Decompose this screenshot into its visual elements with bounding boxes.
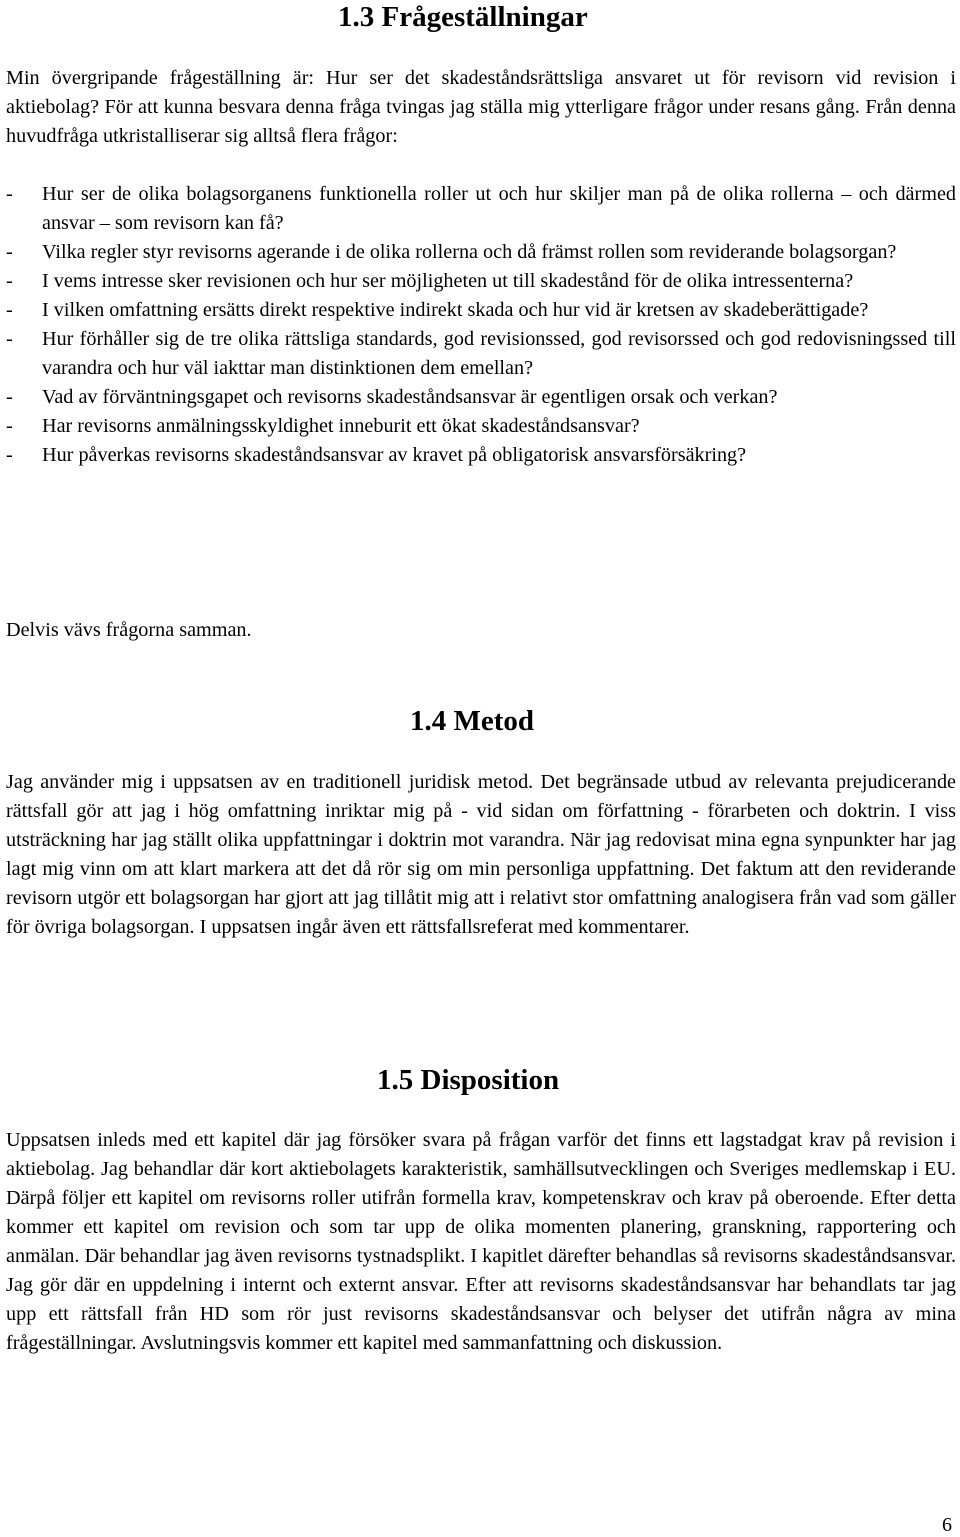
list-item-text: I vems intresse sker revisionen och hur ser möjligheten ut till skadestånd för de olika intressenterna? bbox=[42, 270, 854, 292]
page-number: 6 bbox=[942, 1514, 952, 1536]
list-item bbox=[6, 180, 956, 238]
list-item-text: Vilka regler styr revisorns agerande i de olika rollerna och då främst rollen som reviderande bolagsorgan? bbox=[42, 241, 897, 263]
bullet-dash: - bbox=[6, 444, 13, 466]
intro-paragraph: Min övergripande frågeställning är: Hur ser det skadeståndsrättsliga ansvaret ut för revisorn vid revision i aktiebolag? För att kunna besvara denna fråga tvingas jag ställa mig ytterligare frågor under resans gång. Från denna huvudfråga utkristalliserar sig alltså flera frågor: bbox=[6, 67, 956, 147]
bullet-dash: - bbox=[6, 415, 13, 437]
list-item-text: Hur förhåller sig de tre olika rättsliga standards, god revisionssed, god revisorssed och god redovisningssed till varandra och hur väl iakttar man distinktionen dem emellan? bbox=[42, 328, 956, 379]
bullet-dash: - bbox=[6, 270, 13, 292]
section-heading-disposition: 1.5 Disposition bbox=[377, 1064, 560, 1096]
list-item-text: I vilken omfattning ersätts direkt respektive indirekt skada och hur vid är kretsen av skadeberättigade? bbox=[42, 299, 869, 321]
list-item bbox=[6, 325, 956, 383]
disposition-paragraph: Uppsatsen inleds med ett kapitel där jag försöker svara på frågan varför det finns ett lagstadgat krav på revision i aktiebolag. Jag behandlar där kort aktiebolagets karakteristik, samhällsutvecklingen och Sveriges medlemskap i EU. Därpå följer ett kapitel om revisorns roller utifrån formella krav, kompetenskrav och krav på oberoende. Efter detta kommer ett kapitel om revision och som tar upp de olika momenten planering, granskning, rapportering och anmälan. Där behandlar jag även revisorns tystnadsplikt. I kapitlet därefter behandlas så revisorns skadeståndsansvar. Jag gör där en uppdelning i internt och externt ansvar. Efter att revisorns skadeståndsansvar har behandlats tar jag upp ett rättsfall från HD som rör just revisorns skadeståndsansvar och belyser det utifrån några av mina frågeställningar. Avslutningsvis kommer ett kapitel med sammanfattning och diskussion. bbox=[6, 1129, 956, 1354]
list-item bbox=[6, 412, 956, 441]
list-item-text: Har revisorns anmälningsskyldighet inneburit ett ökat skadeståndsansvar? bbox=[42, 415, 640, 437]
bullet-dash: - bbox=[6, 299, 13, 321]
list-item-text: Hur ser de olika bolagsorganens funktionella roller ut och hur skiljer man på de olika rollerna – och därmed ansvar – som revisorn kan få? bbox=[42, 183, 956, 234]
list-item bbox=[6, 267, 956, 296]
bullet-dash: - bbox=[6, 183, 13, 205]
closing-paragraph: Delvis vävs frågorna samman. bbox=[6, 619, 252, 641]
section-heading-fragestallningar: 1.3 Frågeställningar bbox=[338, 1, 588, 33]
bullet-dash: - bbox=[6, 241, 13, 263]
list-item bbox=[6, 383, 956, 412]
list-item-text: Vad av förväntningsgapet och revisorns skadeståndsansvar är egentligen orsak och verkan? bbox=[42, 386, 778, 408]
list-item bbox=[6, 441, 956, 470]
bullet-dash: - bbox=[6, 328, 13, 350]
list-item-text: Hur påverkas revisorns skadeståndsansvar av kravet på obligatorisk ansvarsförsäkring? bbox=[42, 444, 747, 466]
question-list bbox=[6, 180, 956, 470]
list-item bbox=[6, 296, 956, 325]
method-paragraph: Jag använder mig i uppsatsen av en traditionell juridisk metod. Det begränsade utbud av relevanta prejudicerande rättsfall gör att jag i hög omfattning inriktar mig på - vid sidan om författning - förarbeten och doktrin. I viss utsträckning har jag ställt olika uppfattningar i doktrin mot varandra. När jag redovisat mina egna synpunkter har jag lagt mig vinn om att klart markera att det då rör sig om min personliga uppfattning. Det faktum att den reviderande revisorn utgör ett bolagsorgan har gjort att jag tillåtit mig att i relativt stor omfattning analogisera från vad som gäller för övriga bolagsorgan. I uppsatsen ingår även ett rättsfallsreferat med kommentarer. bbox=[6, 771, 956, 938]
section-heading-metod: 1.4 Metod bbox=[410, 705, 535, 737]
list-item bbox=[6, 238, 956, 267]
bullet-dash: - bbox=[6, 386, 13, 408]
